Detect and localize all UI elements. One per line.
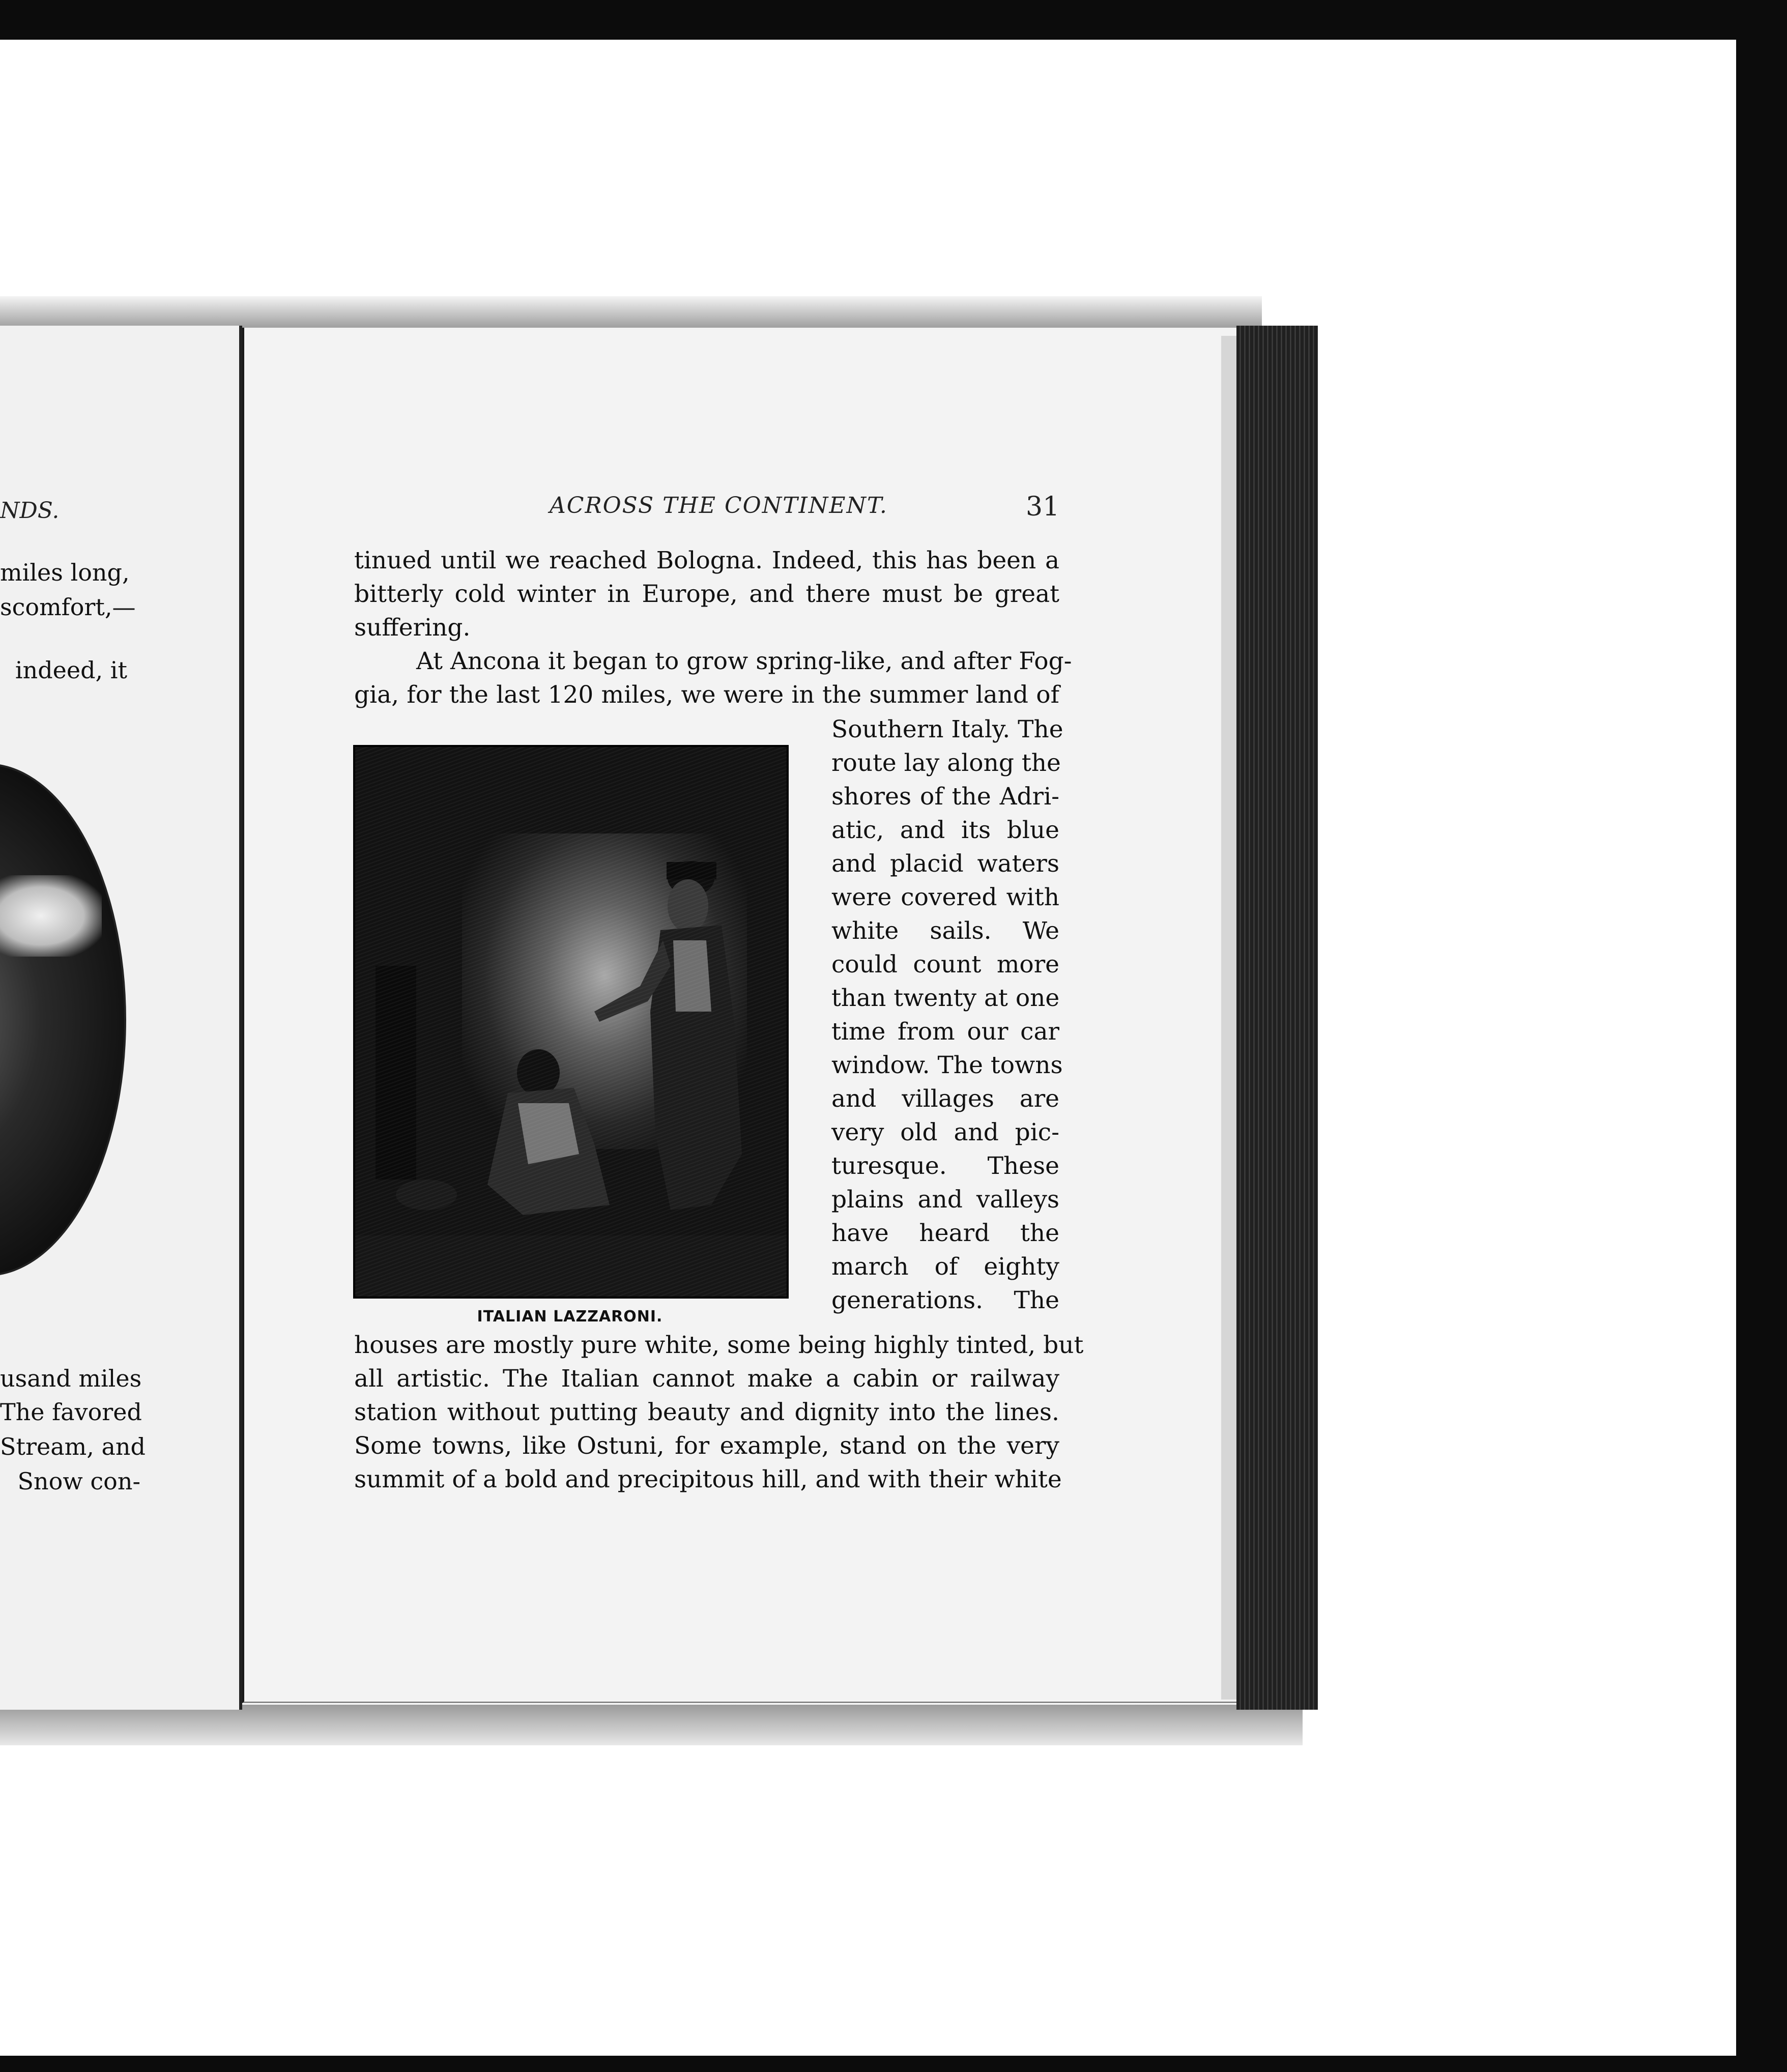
body-text-line: station without putting beauty and dignity into the lines. — [354, 1398, 1059, 1426]
body-text-line: have heard the — [831, 1219, 1059, 1247]
italian-lazzaroni-engraving — [353, 745, 789, 1299]
body-text-line: houses are mostly pure white, some being highly tinted, but — [354, 1331, 1084, 1359]
left-text-line: usand miles — [0, 1365, 142, 1392]
book-page-edges — [1236, 326, 1318, 1710]
body-text-line: white sails. We — [831, 917, 1059, 945]
left-running-head: NDS. — [0, 498, 60, 524]
book-top-shadow — [0, 296, 1262, 330]
body-text-line: very old and pic- — [831, 1118, 1059, 1146]
scan-frame-top — [0, 0, 1787, 40]
body-text-line: generations. The — [831, 1286, 1059, 1314]
body-text-line: all artistic. The Italian cannot make a cabin or railway — [354, 1365, 1059, 1393]
scan-frame-bottom — [0, 2056, 1787, 2072]
body-text-line: suffering. — [354, 614, 471, 642]
body-text-line: route lay along the — [831, 749, 1061, 777]
running-head: ACROSS THE CONTINENT. — [550, 493, 888, 519]
body-text-line: march of eighty — [831, 1253, 1059, 1281]
body-text-line: Southern Italy. The — [831, 715, 1063, 743]
engraving-hatching — [355, 747, 787, 1297]
body-text-line: shores of the Adri- — [831, 783, 1059, 811]
body-text-line: summit of a bold and precipitous hill, and with their white — [354, 1465, 1062, 1493]
body-text-line: could count more — [831, 951, 1059, 979]
left-page-illustration-highlight — [0, 875, 102, 957]
body-text-line: and placid waters — [831, 850, 1059, 878]
illustration-caption: ITALIAN LAZZARONI. — [477, 1308, 663, 1326]
body-text-line: window. The towns — [831, 1051, 1063, 1079]
page-number: 31 — [1026, 492, 1060, 522]
body-text-line: time from our car — [831, 1018, 1059, 1046]
body-text-line: were covered with — [831, 883, 1059, 911]
body-text-line: Some towns, like Ostuni, for example, stand on the very — [354, 1432, 1059, 1460]
body-text-line: and villages are — [831, 1085, 1059, 1113]
body-text-line: gia, for the last 120 miles, we were in the summer land of — [354, 681, 1059, 709]
body-text-line: At Ancona it began to grow spring-like, and after Fog- — [416, 647, 1072, 675]
left-text-line: scomfort,— — [0, 593, 136, 621]
body-text-line: plains and valleys — [831, 1186, 1059, 1214]
book-bottom-shadow — [0, 1705, 1303, 1745]
left-text-line: Snow con- — [17, 1467, 140, 1495]
body-text-line: atic, and its blue — [831, 816, 1059, 844]
scan-frame-right — [1736, 0, 1787, 2072]
body-text-line: turesque. These — [831, 1152, 1059, 1180]
left-text-line: The favored — [0, 1398, 142, 1426]
left-text-line: Stream, and — [0, 1433, 146, 1460]
body-text-line: than twenty at one — [831, 984, 1060, 1012]
body-text-line: bitterly cold winter in Europe, and there must be great — [354, 580, 1059, 608]
left-text-line: miles long, — [0, 559, 130, 586]
left-text-line: indeed, it — [15, 656, 127, 684]
body-text-line: tinued until we reached Bologna. Indeed, this has been a — [354, 546, 1059, 574]
